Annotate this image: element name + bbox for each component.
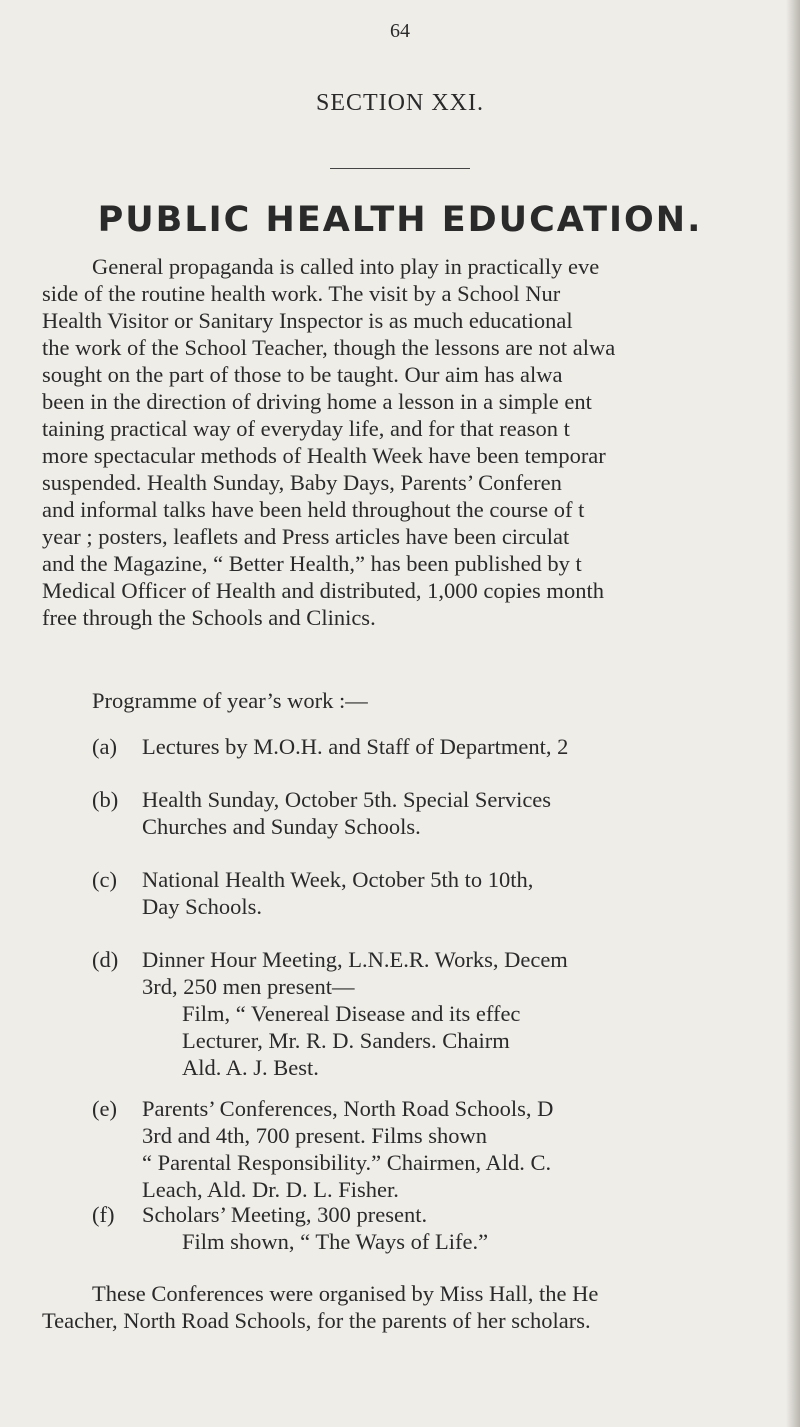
item-label: (f)	[92, 1202, 115, 1227]
item-label: (c)	[92, 867, 117, 892]
item-line: “ Parental Responsibility.” Chairmen, Ald. C.	[142, 1150, 552, 1175]
item-line: Parents’ Conferences, North Road Schools, D	[142, 1096, 554, 1121]
divider	[330, 168, 470, 169]
item-label: (b)	[92, 787, 119, 812]
programme-title: Programme of year’s work :—	[92, 688, 368, 713]
page-heading: PUBLIC HEALTH EDUCATION.	[97, 200, 703, 240]
section-title: SECTION XXI.	[316, 90, 484, 116]
text-line: and informal talks have been held throughout the course of t	[42, 497, 585, 522]
item-line: Lecturer, Mr. R. D. Sanders. Chairm	[182, 1028, 510, 1053]
closing-paragraph	[42, 1280, 794, 1334]
item-label: (e)	[92, 1096, 117, 1121]
text-line: Medical Officer of Health and distributed, 1,000 copies month	[42, 578, 604, 603]
item-line: Film shown, “ The Ways of Life.”	[182, 1229, 489, 1254]
programme-item-a	[92, 733, 792, 760]
item-label: (a)	[92, 734, 117, 759]
text-line: more spectacular methods of Health Week have been temporar	[42, 443, 606, 468]
text-line: free through the Schools and Clinics.	[42, 605, 376, 630]
text-line: taining practical way of everyday life, and for that reason t	[42, 416, 570, 441]
text-line: the work of the School Teacher, though the lessons are not alwa	[42, 335, 616, 360]
item-line: 3rd and 4th, 700 present. Films shown	[142, 1123, 487, 1148]
item-line: Dinner Hour Meeting, L.N.E.R. Works, Decem	[142, 947, 568, 972]
text-line: General propaganda is called into play in practically eve	[92, 254, 600, 279]
programme-item-d	[92, 946, 792, 1081]
text-line: suspended. Health Sunday, Baby Days, Parents’ Conferen	[42, 470, 562, 495]
item-line: Leach, Ald. Dr. D. L. Fisher.	[142, 1177, 399, 1202]
text-line: Health Visitor or Sanitary Inspector is as much educational	[42, 308, 573, 333]
text-line: been in the direction of driving home a lesson in a simple ent	[42, 389, 592, 414]
item-line: Film, “ Venereal Disease and its effec	[182, 1001, 521, 1026]
programme-item-b	[92, 786, 792, 840]
programme-item-c	[92, 866, 792, 920]
programme-item-e	[92, 1095, 792, 1203]
text-line: side of the routine health work. The visit by a School Nur	[42, 281, 561, 306]
text-line: year ; posters, leaflets and Press articles have been circulat	[42, 524, 570, 549]
text-line: Teacher, North Road Schools, for the parents of her scholars.	[42, 1308, 591, 1333]
item-label: (d)	[92, 947, 119, 972]
item-line: 3rd, 250 men present—	[142, 974, 355, 999]
item-line: Scholars’ Meeting, 300 present.	[142, 1202, 428, 1227]
item-line: Churches and Sunday Schools.	[142, 814, 421, 839]
text-line: and the Magazine, “ Better Health,” has been published by t	[42, 551, 582, 576]
item-line: Ald. A. J. Best.	[182, 1055, 319, 1080]
item-line: National Health Week, October 5th to 10th,	[142, 867, 534, 892]
intro-paragraph	[42, 253, 794, 631]
item-line: Lectures by M.O.H. and Staff of Department, 2	[142, 734, 569, 759]
page-number: 64	[390, 20, 410, 42]
item-line: Health Sunday, October 5th. Special Services	[142, 787, 552, 812]
text-line: sought on the part of those to be taught. Our aim has alwa	[42, 362, 563, 387]
text-line: These Conferences were organised by Miss Hall, the He	[92, 1281, 599, 1306]
programme-item-f	[92, 1201, 792, 1255]
item-line: Day Schools.	[142, 894, 262, 919]
